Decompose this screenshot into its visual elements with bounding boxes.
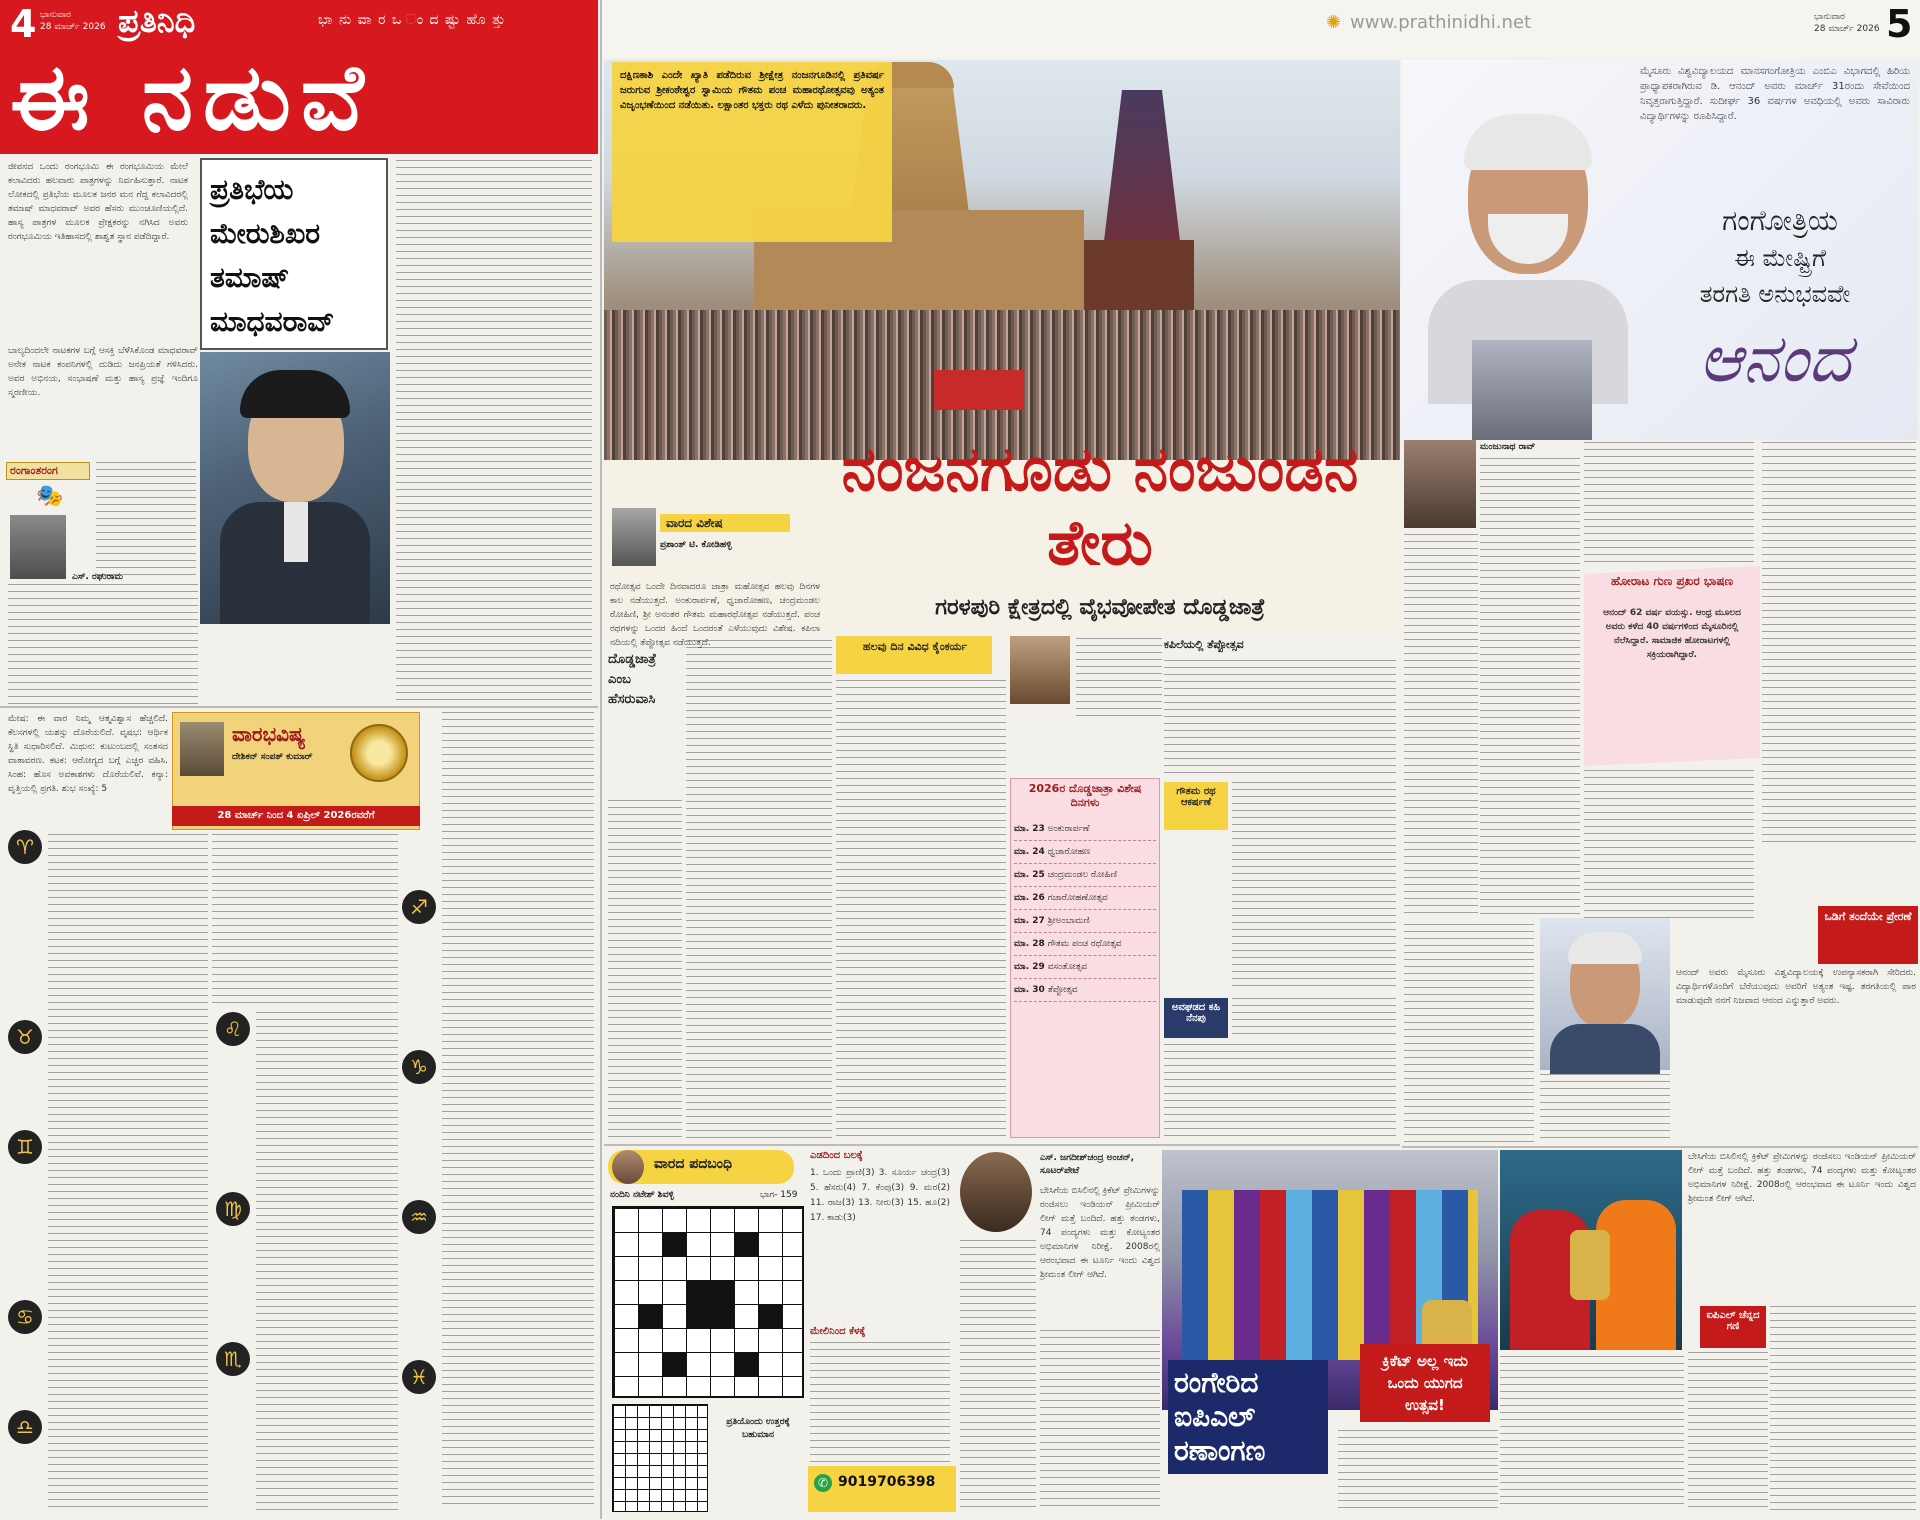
interview-col-2 [1404, 534, 1478, 918]
interview-box-text: ಆನಂದ್ 62 ವರ್ಷ ವಯಸ್ಸು. ಆಂಧ್ರ ಮೂಲದ ಅವರು ಕಳೆದ 40 ವರ್ಷಗಳಿಂದ ಮೈಸೂರಿನಲ್ಲಿ ನೆಲೆಸಿದ್ದಾರೆ. ಸಾಮಾಜಿಕ ಹೋರಾಟಗಳಲ್ಲಿ ಸಕ್ರಿಯರಾಗಿದ್ದಾರೆ. [1603, 608, 1741, 660]
speaker-inset-photo [1472, 340, 1592, 440]
right-page-header [602, 0, 1920, 58]
sun-icon: ✺ [1326, 12, 1342, 33]
date-row: ಮಾ. 30 ತೆಪ್ಪೋತ್ಸವ [1014, 979, 1156, 1002]
right-issue-date: 28 ಮಾರ್ಚ್ 2026 [1814, 24, 1880, 34]
feature-col-3 [836, 680, 1006, 1140]
date-row: ಮಾ. 23 ಅಂಕುರಾರ್ಪಣೆ [1014, 818, 1156, 841]
crossword-phone: 9019706398 [838, 1474, 936, 1490]
scorpio-icon: ♏ [216, 1342, 250, 1376]
right-bottom-rule [1402, 1146, 1918, 1148]
crossword-answer-grid [612, 1404, 708, 1512]
feature-col-8 [1232, 998, 1396, 1038]
taurus-icon: ♉ [8, 1020, 42, 1054]
author-photo [10, 515, 66, 579]
right-issue-day: ಭಾನುವಾರ [1814, 12, 1845, 22]
feature-bottom-rule [604, 1144, 1400, 1146]
profile-column-2: ಬಾಲ್ಯದಿಂದಲೇ ನಾಟಕಗಳ ಬಗ್ಗೆ ಆಸಕ್ತಿ ಬೆಳೆಸಿಕೊಂಡ ಮಾಧವರಾವ್ ಅನೇಕ ನಾಟಕ ಕಂಪನಿಗಳಲ್ಲಿ ದುಡಿದು ಜನಪ್ರಿಯತೆ ಗಳಿಸಿದರು. ಅವರ ಅಭಿನಯ, ಸಂಭಾಷಣೆ ಮತ್ತು ಹಾಸ್ಯ ಪ್ರಜ್ಞೆ ಇಂದಿಗೂ ಸ್ಮರಣೀಯ. [8, 346, 198, 398]
feature-col-4 [1076, 638, 1162, 718]
horoscope-intro: ಮೇಷ: ಈ ವಾರ ನಿಮ್ಮ ಆತ್ಮವಿಶ್ವಾಸ ಹೆಚ್ಚಲಿದೆ. ಕೆಲಸಗಳಲ್ಲಿ ಯಶಸ್ಸು ದೊರೆಯಲಿದೆ. ವೃಷಭ: ಆರ್ಥಿಕ ಸ್ಥಿತಿ ಸುಧಾರಿಸಲಿದೆ. ಮಿಥುನ: ಕುಟುಂಬದಲ್ಲಿ ಸಂತಸದ ವಾತಾವರಣ. ಕಟಕ: ಆರೋಗ್ಯದ ಬಗ್ಗೆ ಎಚ್ಚರ ವಹಿಸಿ. ಸಿಂಹ: ಹೊಸ ಅವಕಾಶಗಳು ದೊರೆಯಲಿವೆ. ಕನ್ಯಾ: ವೃತ್ತಿಯಲ್ಲಿ ಪ್ರಗತಿ. ಶುಭ ಸಂಖ್ಯೆ: 5 [8, 714, 168, 794]
leo-icon: ♌ [216, 1012, 250, 1046]
interview-headline-4: ಆನಂದ [1698, 320, 1852, 397]
profile-headline: ಪ್ರತಿಭೆಯ ಮೇರುಶಿಖರ ತಮಾಷ್ ಮಾಧವರಾವ್ [210, 173, 335, 338]
crossword-number: ಭಾಗ- 159 [760, 1190, 798, 1200]
feature-col-6 [1164, 660, 1396, 775]
interview-col-6 [1404, 924, 1534, 1144]
ipl-col-4 [1500, 1356, 1684, 1510]
aries-icon: ♈ [8, 830, 42, 864]
date-row: ಮಾ. 28 ಗೌತಮ ಪಂಚ ರಥೋತ್ಸವ [1014, 933, 1156, 956]
clue-lines [810, 1342, 950, 1462]
horoscope-body-4 [442, 712, 594, 1510]
masthead-title: ಈ ನಡುವೆ [10, 44, 374, 151]
interview-col-3 [1584, 442, 1754, 562]
interview-col-4 [1584, 770, 1754, 918]
across-title: ಎಡದಿಂದ ಬಲಕ್ಕೆ [810, 1150, 863, 1161]
pisces-icon: ♓ [402, 1360, 436, 1394]
zodiac-signs-mid [216, 1012, 252, 1512]
interview-col-5 [1762, 442, 1916, 842]
ipl-author-photo [960, 1152, 1032, 1232]
ipl-author: ಎಸ್. ಜಗದೀಶ್‌ಚಂದ್ರ ಅಂಚನ್, ಸೂಟರ್‌ಪೇಟೆ [1040, 1153, 1135, 1176]
cancer-icon: ♋ [8, 1300, 42, 1334]
horoscope-date-range: 28 ಮಾರ್ಚ್ ನಿಂದ 4 ಏಪ್ರಿಲ್ 2026ರವರೆಗೆ [172, 806, 420, 826]
issue-date: 28 ಮಾರ್ಚ್ 2026 [40, 22, 106, 32]
column-tag-label: ರಂಗಾಂತರಂಗ [10, 464, 58, 477]
virgo-icon: ♍ [216, 1192, 250, 1226]
crossword-setter-photo [612, 1150, 644, 1184]
profile-body-lines [96, 462, 196, 578]
ipl-col-3 [1338, 1430, 1498, 1510]
box5-title: ಗೌತಮ ರಥ ಆಕರ್ಷಣೆ [1176, 786, 1216, 808]
theatre-masks-icon: 🎭 [36, 484, 64, 509]
interview-author: ಮಂಜುನಾಥ ರಾವ್ [1480, 442, 1536, 452]
profile-intro-text: ಜೀವನದ ಒಂದು ರಂಗಭೂಮಿ ಈ ರಂಗಭೂಮಿಯ ಮೇಲೆ ಕಲಾವಿದರು ಹಲವಾರು ಪಾತ್ರಗಳನ್ನು ನಿರ್ವಹಿಸುತ್ತಾರೆ. ನಾಟಕ ಲೋಕದಲ್ಲಿ ಪ್ರತಿಭೆಯ ಮೂಲಕ ಜನರ ಮನ ಗೆದ್ದ ಕಲಾವಿದರಲ್ಲಿ ತಮಾಷ್ ಮಾಧವರಾವ್ ಅವರ ಹೆಸರು ಮುಂಚೂಣಿಯಲ್ಲಿದೆ. ಹಾಸ್ಯ ಪಾತ್ರಗಳ ಮೂಲಕ ಪ್ರೇಕ್ಷಕರನ್ನು ನಗಿಸಿದ ಅವರು ರಂಗಭೂಮಿಯ ಇತಿಹಾಸದಲ್ಲಿ ಶಾಶ್ವತ ಸ್ಥಾನ ಪಡೆದಿದ್ದಾರೆ. [8, 162, 188, 242]
profile-body-lines-2 [8, 584, 198, 704]
right-page-number: 5 [1886, 2, 1913, 46]
date-row: ಮಾ. 26 ಗಜಾರೋಹಣೋತ್ಸವ [1014, 887, 1156, 910]
date-row: ಮಾ. 27 ಶ್ರೀಅಂಬಾಮಣಿ [1014, 910, 1156, 933]
feature-headline: ನಂಜನಗೂಡು ನಂಜುಂಡನ ತೇರು [841, 432, 1359, 579]
issue-day: ಭಾನುವಾರ [40, 10, 71, 20]
feature-lead-column: ರಥೋತ್ಸವ ಒಂದೇ ದಿನವಾದರೂ ಜಾತ್ರಾ ಮಹೋತ್ಸವ ಹಲವು ದಿನಗಳ ಕಾಲ ನಡೆಯುತ್ತದೆ. ಅಂಕುರಾರ್ಪಣೆ, ಧ್ವಜಾರೋಹಣ, ಚಂದ್ರಮಂಡಲ ರೋಹಿಣಿ, ಶ್ರೀ ಅನಂತರ ಗೌತಮ ಮಹಾರಥೋತ್ಸವ ನಡೆಯುತ್ತದೆ. ಪಂಚ ರಥಗಳನ್ನು ಒಂದರ ಹಿಂದೆ ಒಂದರಂತೆ ಎಳೆಯುವುದು ವಿಶೇಷ. ಕಪಿಲಾ ನದಿಯಲ್ಲಿ ತೆಪ್ಪೋತ್ಸವ ನಡೆಯುತ್ತದೆ. [610, 582, 820, 648]
interview-portrait-2 [1540, 918, 1670, 1070]
reporter-photo [612, 508, 656, 566]
feature-label: ವಾರದ ವಿಶೇಷ [660, 514, 790, 532]
astrologer-photo [180, 722, 224, 776]
interview-headline-3: ತರಗತಿ ಅನುಭವವೇ [1699, 280, 1851, 308]
box2-title: ದೊಡ್ಡಜಾತ್ರೆ ಎಂಬ ಹೆಸರುವಾಸಿ [608, 652, 657, 707]
author-name: ಎಸ್. ರಘುರಾಮ [72, 572, 123, 582]
crossword-title: ವಾರದ ಪದಬಂಧಿ [654, 1156, 732, 1172]
date-row: ಮಾ. 24 ಧ್ವಜಾರೋಹಣ [1014, 841, 1156, 864]
gemini-icon: ♊ [8, 1130, 42, 1164]
ipl-intro: ಬೇಸಿಗೆಯ ಬಿಸಿಲಿನಲ್ಲಿ ಕ್ರಿಕೆಟ್ ಪ್ರೇಮಿಗಳನ್ನು ರಂಜಿಸಲು ಇಂಡಿಯನ್ ಪ್ರೀಮಿಯರ್ ಲೀಗ್ ಮತ್ತೆ ಬಂದಿದೆ. ಹತ್ತು ತಂಡಗಳು, 74 ಪಂದ್ಯಗಳು ಮತ್ತು ಕೋಟ್ಯಂತರ ಅಭಿಮಾನಿಗಳ ನಿರೀಕ್ಷೆ. 2008ರಲ್ಲಿ ಆರಂಭವಾದ ಈ ಟೂರ್ನಿ ಇಂದು ವಿಶ್ವದ ಶ್ರೀಮಂತ ಲೀಗ್ ಆಗಿದೆ. [1040, 1186, 1160, 1280]
horoscope-body-3 [256, 1012, 398, 1510]
interview-headline-2: ಈ ಮೇಷ್ಟ್ರಿಗೆ [1734, 244, 1826, 272]
capricorn-icon: ♑ [402, 1050, 436, 1084]
zodiac-signs-left [8, 830, 44, 1520]
whatsapp-icon: ✆ [814, 1474, 832, 1492]
priest-photo [1010, 636, 1070, 704]
interview-intro: ಮೈಸೂರು ವಿಶ್ವವಿದ್ಯಾಲಯದ ಮಾನಸಗಂಗೋತ್ರಿಯ ಎಂಬಿಎ ವಿಭಾಗದಲ್ಲಿ ಹಿರಿಯ ಪ್ರಾಧ್ಯಾಪಕರಾಗಿರುವ ಡಿ. ಆನಂದ್ ಅವರು ಮಾರ್ಚ್ 31ರಂದು ಸೇವೆಯಿಂದ ನಿವೃತ್ತರಾಗುತ್ತಿದ್ದಾರೆ. ಸುದೀರ್ಘ 36 ವರ್ಷಗಳ ಅವಧಿಯಲ್ಲಿ ಅವರು ಸಾವಿರಾರು ವಿದ್ಯಾರ್ಥಿಗಳನ್ನು ರೂಪಿಸಿದ್ದಾರೆ. [1640, 66, 1910, 122]
site-url: www.prathinidhi.net [1350, 12, 1532, 33]
ipl-headline: ರಂಗೇರಿದ ಐಪಿಎಲ್ ರಣಾಂಗಣ [1168, 1360, 1328, 1474]
ipl-col-6 [1688, 1352, 1768, 1510]
section-divider [0, 706, 598, 708]
box3-title: ಕಪಿಲೆಯಲ್ಲಿ ತೆಪ್ಪೋತ್ಸವ [1164, 638, 1244, 651]
horoscope-title: ವಾರಭವಿಷ್ಯ [232, 722, 306, 746]
zodiac-signs-right [402, 830, 438, 1520]
ipl-col-5 [1770, 1306, 1916, 1510]
page-gutter [600, 0, 602, 1519]
feature-col-2 [686, 640, 832, 1140]
feature-col-5 [1232, 782, 1396, 992]
feature-col-7 [1164, 1044, 1396, 1140]
feature-intro: ದಕ್ಷಿಣಕಾಶಿ ಎಂದೇ ಖ್ಯಾತಿ ಪಡೆದಿರುವ ಶ್ರೀಕ್ಷೇತ್ರ ನಂಜನಗೂಡಿನಲ್ಲಿ ಪ್ರತಿವರ್ಷ ಜರುಗುವ ಶ್ರೀಕಂಠೇಶ್ವರ ಸ್ವಾಮಿಯ ಗೌತಮ ಪಂಚ ಮಹಾರಥೋತ್ಸವವು ಅತ್ಯಂತ ವಿಜೃಂಭಣೆಯಿಂದ ನಡೆಯಿತು. ಲಕ್ಷಾಂತರ ಭಕ್ತರು ರಥ ಎಳೆದು ಪುನೀತರಾದರು. [620, 70, 884, 111]
crossword-grid[interactable] [612, 1206, 804, 1398]
ipl-tagline: ಕ್ರಿಕೆಟ್ ಅಲ್ಲ ಇದು ಒಂದು ಯುಗದ ಉತ್ಸವ! [1360, 1344, 1490, 1422]
horoscope-body-2 [212, 834, 398, 1004]
crossword-clues: 1. ಒಂದು ಪ್ರಾಣಿ(3) 3. ಸೂರ್ಯ ಚಂದ್ರ(3) 5. ಹೆಸರು(4) 7. ಕೆಂಪು(3) 9. ಮರ(2) 11. ರಾಜ(3) 13. ನೀರು(3) 15. ಹೂ(2) 17. ಕಾಡು(3) [810, 1168, 950, 1223]
brand-name: ಪ್ರತಿನಿಧಿ [118, 2, 196, 40]
astrologer-name: ದೇಶಿಕನ್ ಸಂಪತ್ ಕುಮಾರ್ [232, 752, 313, 762]
zodiac-wheel-icon [350, 724, 408, 782]
interview-col-7 [1540, 1074, 1670, 1144]
interview-col-1 [1480, 458, 1580, 918]
feature-col-1 [608, 800, 682, 1140]
reporter-name: ಪ್ರಶಾಂತ್ ಟಿ. ಕೋಡಿಹಳ್ಳಿ [660, 540, 732, 550]
page-number: 4 [10, 2, 37, 46]
aquarius-icon: ♒ [402, 1200, 436, 1234]
ipl-match-photo [1500, 1150, 1682, 1350]
libra-icon: ♎ [8, 1410, 42, 1444]
tagline: ಭಾ ನು ವಾ ರ ಒ ಂ ದ ಷ್ಟು ಹೊ ತ್ತು [318, 12, 507, 28]
interview-side-title: ಒಡಿಗೆ ತಂದೆಯೇ ಪ್ರೇರಣೆ [1824, 910, 1912, 923]
ipl-side-text: ಬೇಸಿಗೆಯ ಬಿಸಿಲಿನಲ್ಲಿ ಕ್ರಿಕೆಟ್ ಪ್ರೇಮಿಗಳನ್ನು ರಂಜಿಸಲು ಇಂಡಿಯನ್ ಪ್ರೀಮಿಯರ್ ಲೀಗ್ ಮತ್ತೆ ಬಂದಿದೆ. ಹತ್ತು ತಂಡಗಳು, 74 ಪಂದ್ಯಗಳು ಮತ್ತು ಕೋಟ್ಯಂತರ ಅಭಿಮಾನಿಗಳ ನಿರೀಕ್ಷೆ. 2008ರಲ್ಲಿ ಆರಂಭವಾದ ಈ ಟೂರ್ನಿ ಇಂದು ವಿಶ್ವದ ಶ್ರೀಮಂತ ಲೀಗ್ ಆಗಿದೆ. [1688, 1152, 1916, 1204]
crossword-prize-note: ಪ್ರತಿಯೊಂದು ಉತ್ತರಕ್ಕೆ ಬಹುಮಾನ [726, 1417, 790, 1440]
date-row: ಮಾ. 25 ಚಂದ್ರಮಂಡಲ ರೋಹಿಣಿ [1014, 864, 1156, 887]
crossword-author: ನಂದಿನಿ ನಟೇಶ್ ಶಿವಳ್ಳಿ [610, 1190, 674, 1200]
down-title: ಮೇಲಿನಿಂದ ಕೆಳಕ್ಕೆ [810, 1326, 866, 1337]
interview-body: ಆನಂದ್ ಅವರು ಮೈಸೂರು ವಿಶ್ವವಿದ್ಯಾಲಯಕ್ಕೆ ಉಪನ್ಯಾಸಕರಾಗಿ ಸೇರಿದರು. ವಿದ್ಯಾರ್ಥಿಗಳೊಂದಿಗೆ ಬೆರೆಯುವುದು ಅವರಿಗೆ ಅತ್ಯಂತ ಇಷ್ಟ. ತರಗತಿಯಲ್ಲಿ ಪಾಠ ಮಾಡುವುದೇ ನನಗೆ ನಿಜವಾದ ಆನಂದ ಎನ್ನುತ್ತಾರೆ ಅವರು. [1676, 968, 1916, 1006]
ipl-col-1 [960, 1240, 1036, 1510]
profile-photo [200, 352, 390, 624]
interview-headline-1: ಗಂಗೋತ್ರಿಯ [1722, 204, 1838, 237]
dates-list [1014, 818, 1156, 1002]
horoscope-body-1 [48, 834, 208, 1510]
ipl-side-title: ಐಪಿಎಲ್ ಚೆನ್ನದ ಗಣಿ [1706, 1310, 1760, 1332]
dates-title: 2026ರ ದೊಡ್ಡಜಾತ್ರಾ ವಿಶೇಷ ದಿನಗಳು [1028, 782, 1142, 809]
box6-title: ಅವಘಡದ ಕಹಿ ನೆನಪು [1171, 1002, 1221, 1024]
date-row: ಮಾ. 29 ವಸಂತೋತ್ಸವ [1014, 956, 1156, 979]
sagittarius-icon: ♐ [402, 890, 436, 924]
box1-title: ಹಲವು ದಿನ ವಿವಿಧ ಕೈಂಕರ್ಯ [862, 640, 968, 653]
interview-author-photo [1404, 440, 1476, 528]
feature-subtitle: ಗರಳಪುರಿ ಕ್ಷೇತ್ರದಲ್ಲಿ ವೈಭವೋಪೇತ ದೊಡ್ಡಜಾತ್ರೆ [935, 595, 1265, 620]
profile-body-lines-3 [396, 160, 592, 702]
interview-box-title: ಹೋರಾಟ ಗುಣ ಪ್ರಖರ ಭಾಷಣ [1610, 574, 1734, 588]
ipl-col-2 [1040, 1330, 1160, 1510]
